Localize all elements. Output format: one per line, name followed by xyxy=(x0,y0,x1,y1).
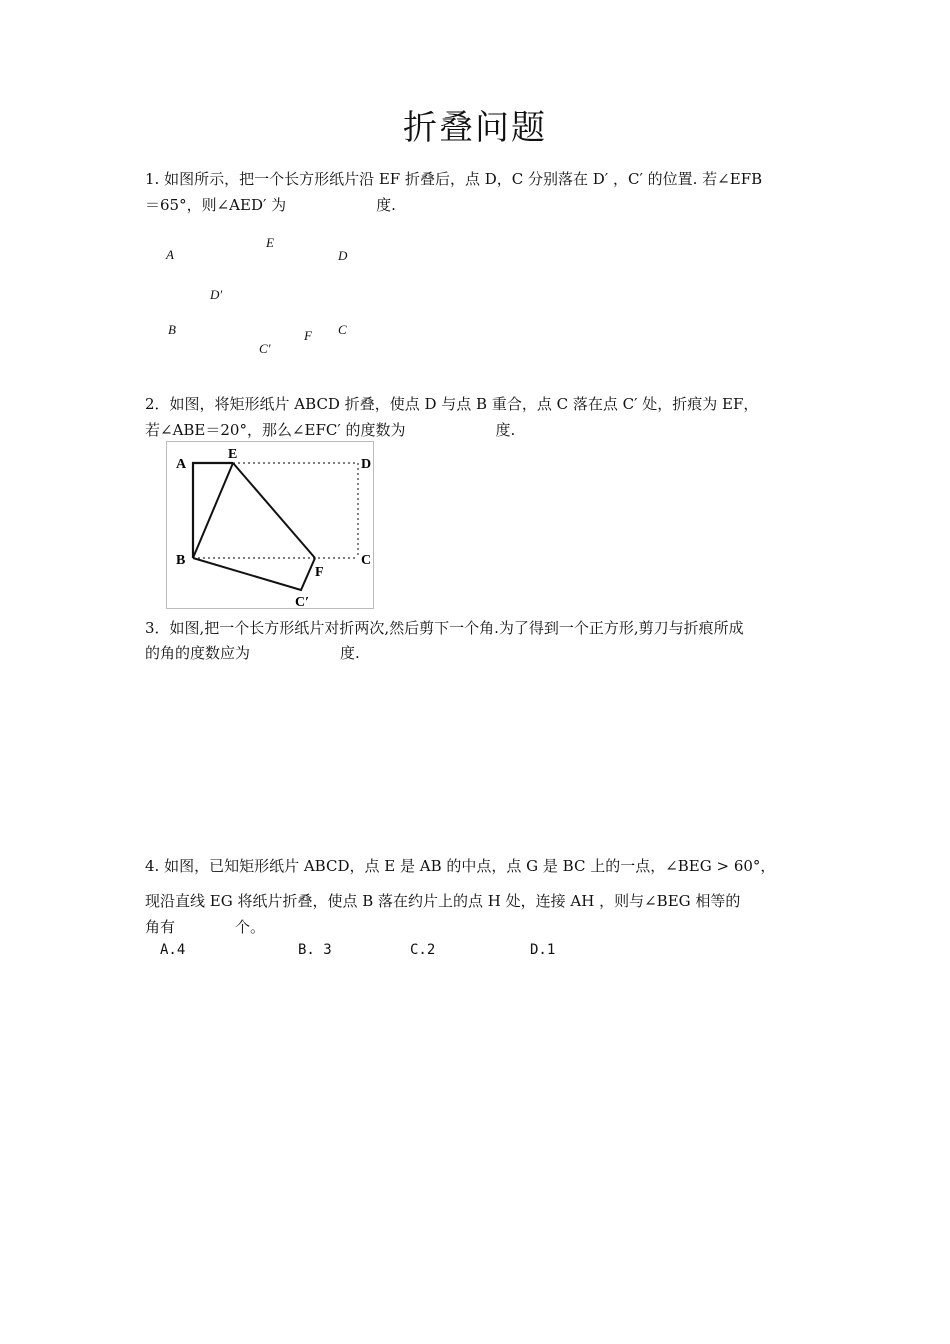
q2-text-line1: 2．如图，将矩形纸片 ABCD 折叠，使点 D 与点 B 重合，点 C 落在点 C′ 处，折痕为 EF， xyxy=(145,395,759,413)
q1-label-e: E xyxy=(266,235,274,250)
q1-label-a: A xyxy=(166,247,174,262)
q2-text-line2: 若∠ABE＝20°，那么∠EFC′ 的度数为 度. xyxy=(145,421,516,439)
q1-text-line1: 1. 如图所示，把一个长方形纸片沿 EF 折叠后，点 D，C 分别落在 D′ ，C′ 的位置. 若∠EFB xyxy=(145,170,763,188)
page-title: 折叠问题 xyxy=(403,108,547,148)
q1-label-c-prime: C′ xyxy=(259,341,271,356)
q4-text-line1: 4. 如图，已知矩形纸片 ABCD，点 E 是 AB 的中点，点 G 是 BC 上的一点，∠BEG > 60°， xyxy=(145,857,776,875)
q2-edge-bcf xyxy=(193,558,315,590)
q3-text-line1: 3．如图,把一个长方形纸片对折两次,然后剪下一个角.为了得到一个正方形,剪刀与折痕所成 xyxy=(145,619,744,637)
q1-label-d: D xyxy=(338,248,348,263)
q2-edge-be xyxy=(193,463,233,558)
q2-label-b: B xyxy=(176,553,186,568)
q4-option-b: B. 3 xyxy=(298,942,332,958)
q2-label-f: F xyxy=(315,565,324,580)
q2-figure-drawing xyxy=(167,442,373,608)
q2-label-a: A xyxy=(176,457,187,472)
q4-option-c: C.2 xyxy=(410,942,436,958)
q1-text-line2: ＝65°，则∠AED′ 为 度. xyxy=(145,196,396,214)
q2-label-c-prime: C′ xyxy=(295,595,310,608)
q2-label-d: D xyxy=(361,457,372,472)
q2-fold-ef xyxy=(233,463,315,558)
q1-label-c: C xyxy=(338,322,347,337)
q1-label-f: F xyxy=(304,328,312,343)
q4-option-a: A.4 xyxy=(160,942,186,958)
q4-text-line3: 角有 个。 xyxy=(145,918,266,936)
q2-label-c: C xyxy=(361,553,372,568)
q4-text-line2: 现沿直线 EG 将纸片折叠，使点 B 落在约片上的点 H 处，连接 AH ，则与∠BEG 相等的 xyxy=(145,892,741,910)
q1-label-d-prime: D′ xyxy=(210,287,223,302)
q3-text-line2: 的角的度数应为 度. xyxy=(145,644,360,662)
q1-label-b: B xyxy=(168,322,176,337)
q2-label-e: E xyxy=(228,447,238,462)
q2-figure xyxy=(166,441,374,609)
q4-option-d: D.1 xyxy=(530,942,556,958)
